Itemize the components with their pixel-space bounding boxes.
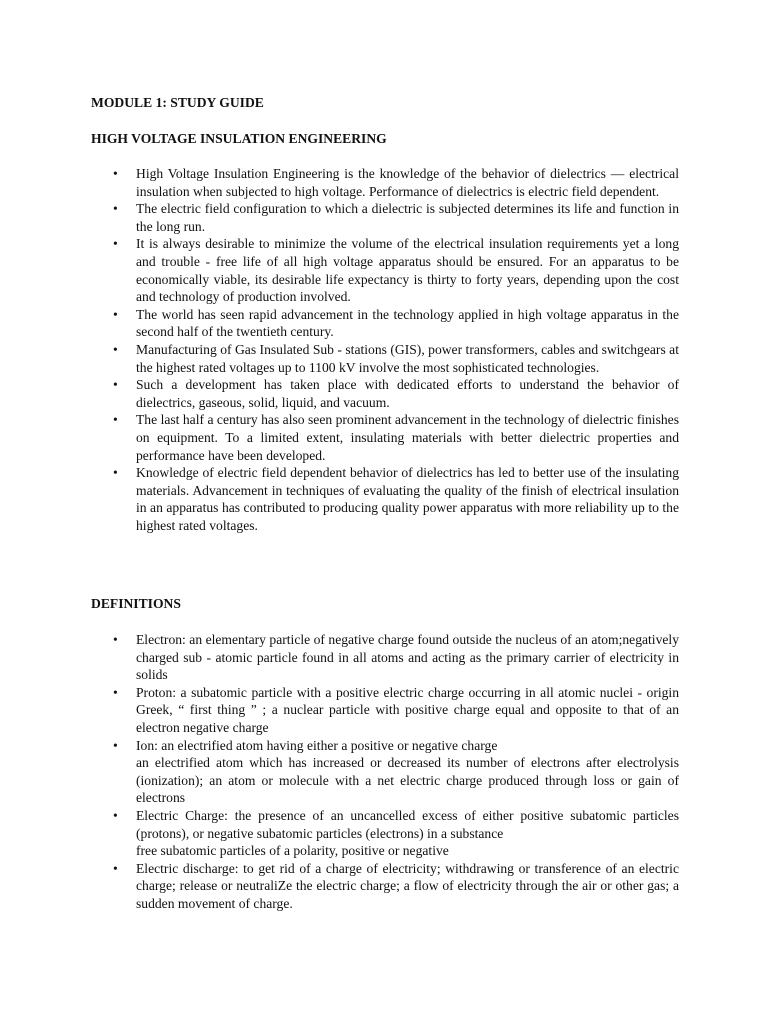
module-title: MODULE 1: STUDY GUIDE: [91, 95, 264, 110]
bullet-icon: •: [113, 737, 118, 753]
list-item: [91, 341, 679, 376]
list-item: [91, 165, 679, 200]
definition-line: free subatomic particles of a polarity, positive or negative: [136, 843, 449, 859]
list-item-text: Such a development has taken place with dedicated efforts to understand the behavior of dielectrics, gaseous, solid, liquid, and vacuum.: [136, 377, 679, 410]
definition-line: Ion: an electrified atom having either a positive or negative charge: [136, 737, 498, 753]
definition-text: [136, 737, 679, 807]
bullet-icon: •: [113, 236, 118, 252]
definition-item: [91, 631, 679, 684]
definition-line: Proton: a subatomic particle with a positive electric charge occurring in all atomic nuclei - origin Greek, “ first thing ” ; a nuclear particle with positive charge equal and opposite to that of an electron negative charge: [136, 684, 679, 735]
definition-text: [136, 860, 679, 913]
definition-item: [91, 684, 679, 737]
definition-text: [136, 631, 679, 684]
bullet-icon: •: [113, 341, 118, 357]
definition-item: [91, 807, 679, 860]
bullet-icon: •: [113, 807, 118, 823]
definitions-bullet-list: [91, 631, 679, 913]
list-item: [91, 200, 679, 235]
definitions-title: DEFINITIONS: [91, 596, 181, 611]
list-item-text: The electric field configuration to which a dielectric is subjected determines its life and function in the long run.: [136, 201, 679, 234]
definition-line: Electron: an elementary particle of negative charge found outside the nucleus of an atom;negatively charged sub - atomic particle found in all atoms and acting as the primary carrier of electricity in solids: [136, 632, 679, 683]
bullet-icon: •: [113, 632, 118, 647]
list-item: [91, 306, 679, 341]
definition-line: an electrified atom which has increased or decreased its number of electrons after electrolysis (ionization); an atom or molecule with a net electric charge produced through loss or gain of electrons: [136, 755, 679, 806]
definition-item: [91, 860, 679, 913]
bullet-icon: •: [113, 684, 118, 700]
list-item-text: Knowledge of electric field dependent behavior of dielectrics has led to better use of the insulating materials. Advancement in techniques of evaluating the quality of the finish of electrical insulation in an apparatus has contributed to producing quality power apparatus with more reliability up to the highest rated voltages.: [136, 465, 679, 533]
list-item-text: The last half a century has also seen prominent advancement in the technology of dielectric finishes on equipment. To a limited extent, insulating materials with better dielectric properties and performance have been developed.: [136, 412, 679, 463]
list-item: [91, 411, 679, 464]
list-item: [91, 464, 679, 534]
list-item-text: It is always desirable to minimize the volume of the electrical insulation requirements yet a long and trouble - free life of all high voltage apparatus should be ensured. For an apparatus to be economically viable, its desirable life expectancy is thirty to forty years, depending upon the cost and technology of production involved.: [136, 236, 679, 305]
list-item-text: Manufacturing of Gas Insulated Sub - stations (GIS), power transformers, cables and switchgears at the highest rated voltages up to 1100 kV involve the most sophisticated technologies.: [136, 341, 679, 375]
section-bullet-list: [91, 165, 679, 534]
bullet-icon: •: [113, 465, 118, 481]
bullet-icon: •: [113, 166, 118, 181]
list-item: [91, 235, 679, 305]
definition-line: Electric Charge: the presence of an uncancelled excess of either positive subatomic particles (protons), or negative subatomic particles (electrons) in a substance: [136, 807, 679, 841]
definition-text: [136, 684, 679, 737]
bullet-icon: •: [113, 306, 118, 322]
bullet-icon: •: [113, 377, 118, 393]
bullet-icon: •: [113, 860, 118, 876]
definition-item: [91, 737, 679, 807]
definition-line: Electric discharge: to get rid of a charge of electricity; withdrawing or transference of an electric charge; release or neutraliZe the electric charge; a flow of electricity through the air or other gas; a sudden movement of charge.: [136, 860, 679, 911]
list-item: [91, 376, 679, 411]
list-item-text: High Voltage Insulation Engineering is the knowledge of the behavior of dielectrics — electrical insulation when subjected to high voltage. Performance of dielectrics is electric field dependent.: [136, 166, 679, 199]
bullet-icon: •: [113, 412, 118, 428]
bullet-icon: •: [113, 201, 118, 217]
definition-text: [136, 807, 679, 860]
list-item-text: The world has seen rapid advancement in the technology applied in high voltage apparatus in the second half of the twentieth century.: [136, 306, 679, 340]
section-title: HIGH VOLTAGE INSULATION ENGINEERING: [91, 131, 387, 146]
